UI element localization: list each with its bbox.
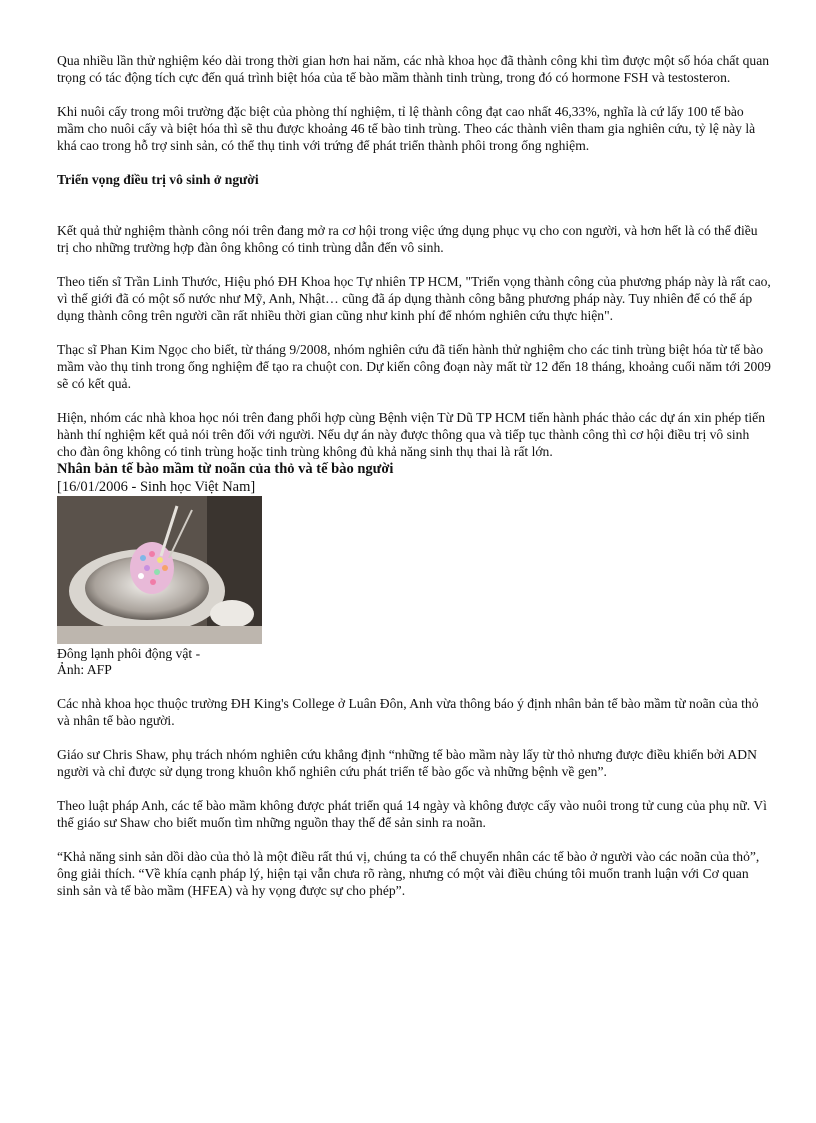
caption-line: Đông lạnh phôi động vật - — [57, 646, 201, 661]
paragraph: Giáo sư Chris Shaw, phụ trách nhóm nghiên cứu khẳng định “những tế bào mầm này lấy từ thỏ nhưng được điều khiển bởi ADN người và chỉ được sử dụng trong khuôn khổ nghiên cứu phát triển tế bào gốc và những bệnh về gen”. — [57, 747, 757, 779]
paragraph: Hiện, nhóm các nhà khoa học nói trên đang phối hợp cùng Bệnh viện Từ Dũ TP HCM tiến hành phác thảo các dự án xin phép tiến hành thí nghiệm kết quả nói trên đối với người. Nếu dự án này được thông qua và tiếp tục thành công thì cơ hội điều trị vô sinh cho đàn ông không có tinh trùng hoặc tinh trùng không đủ khả năng sinh thụ thai là rất lớn. — [57, 410, 765, 459]
paragraph: Khi nuôi cấy trong môi trường đặc biệt của phòng thí nghiệm, tỉ lệ thành công đạt cao nhất 46,33%, nghĩa là cứ lấy 100 tế bào mầm cho nuôi cấy và biệt hóa thì sẽ thu được khoảng 46 tế bào tinh trùng. Theo các thành viên tham gia nghiên cứu, tỷ lệ này là khá cao trong hỗ trợ sinh sản, có thể thụ tinh với trứng để phát triển thành phôi trong ống nghiệm. — [57, 104, 756, 153]
article-dateline: [16/01/2006 - Sinh học Việt Nam] — [57, 479, 256, 495]
paragraph: Theo tiến sĩ Trần Linh Thước, Hiệu phó ĐH Khoa học Tự nhiên TP HCM, "Triển vọng thành công của phương pháp này là rất cao, vì thế giới đã có một số nước như Mỹ, Anh, Nhật… cũng đã áp dụng thành công bằng phương pháp này. Tuy nhiên để có thể áp dụng thành công trên người cần rất nhiều thời gian cũng như kinh phí để nhóm nghiên cứu thực hiện". — [57, 274, 771, 323]
paragraph: Thạc sĩ Phan Kim Ngọc cho biết, từ tháng 9/2008, nhóm nghiên cứu đã tiến hành thử nghiệm cho các tinh trùng biệt hóa từ tế bào mầm vào thụ tinh trong ống nghiệm để tạo ra chuột con. Dự kiến công đoạn này mất từ 12 đến 18 tháng, khoảng cuối năm tới 2009 sẽ có kết quả. — [57, 342, 771, 391]
paragraph: Kết quả thử nghiệm thành công nói trên đang mở ra cơ hội trong việc ứng dụng phục vụ cho con người, và hơn hết là có thể điều trị cho những trường hợp đàn ông không có tinh trùng dẫn đến vô sinh. — [57, 223, 758, 255]
document-page — [57, 52, 771, 916]
paragraph: Qua nhiều lần thử nghiệm kéo dài trong thời gian hơn hai năm, các nhà khoa học đã thành công khi tìm được một số hóa chất quan trọng có tác động tích cực đến quá trình biệt hóa của tế bào mầm thành tinh trùng, trong đó có hormone FSH và testosteron. — [57, 53, 770, 85]
embryo-freezing-photo — [57, 496, 262, 644]
paragraph: “Khả năng sinh sản dồi dào của thỏ là một điều rất thú vị, chúng ta có thể chuyển nhân các tế bào ở người vào các noãn của thỏ”, ông giải thích. “Về khía cạnh pháp lý, hiện tại vẫn chưa rõ ràng, nhưng có một vài điều chúng tôi muốn tranh luận với Cơ quan sinh sản và tế bào mầm (HFEA) và hy vọng được sự cho phép”. — [57, 849, 760, 898]
section-heading: Triển vọng điều trị vô sinh ở người — [57, 172, 259, 187]
photo-caption — [57, 646, 771, 678]
caption-credit: Ảnh: AFP — [57, 662, 112, 677]
paragraph: Các nhà khoa học thuộc trường ĐH King's College ở Luân Đôn, Anh vừa thông báo ý định nhân bản tế bào mầm từ noãn của thỏ và nhân tế bào người. — [57, 696, 759, 728]
article-title: Nhân bản tế bào mầm từ noãn của thỏ và tế bào người — [57, 461, 394, 477]
photo-illustration — [57, 496, 262, 644]
paragraph: Theo luật pháp Anh, các tế bào mầm không được phát triển quá 14 ngày và không được cấy vào nuôi trong tử cung của phụ nữ. Vì thế giáo sư Shaw cho biết muốn tìm những nguồn thay thế để sản sinh ra noãn. — [57, 798, 767, 830]
